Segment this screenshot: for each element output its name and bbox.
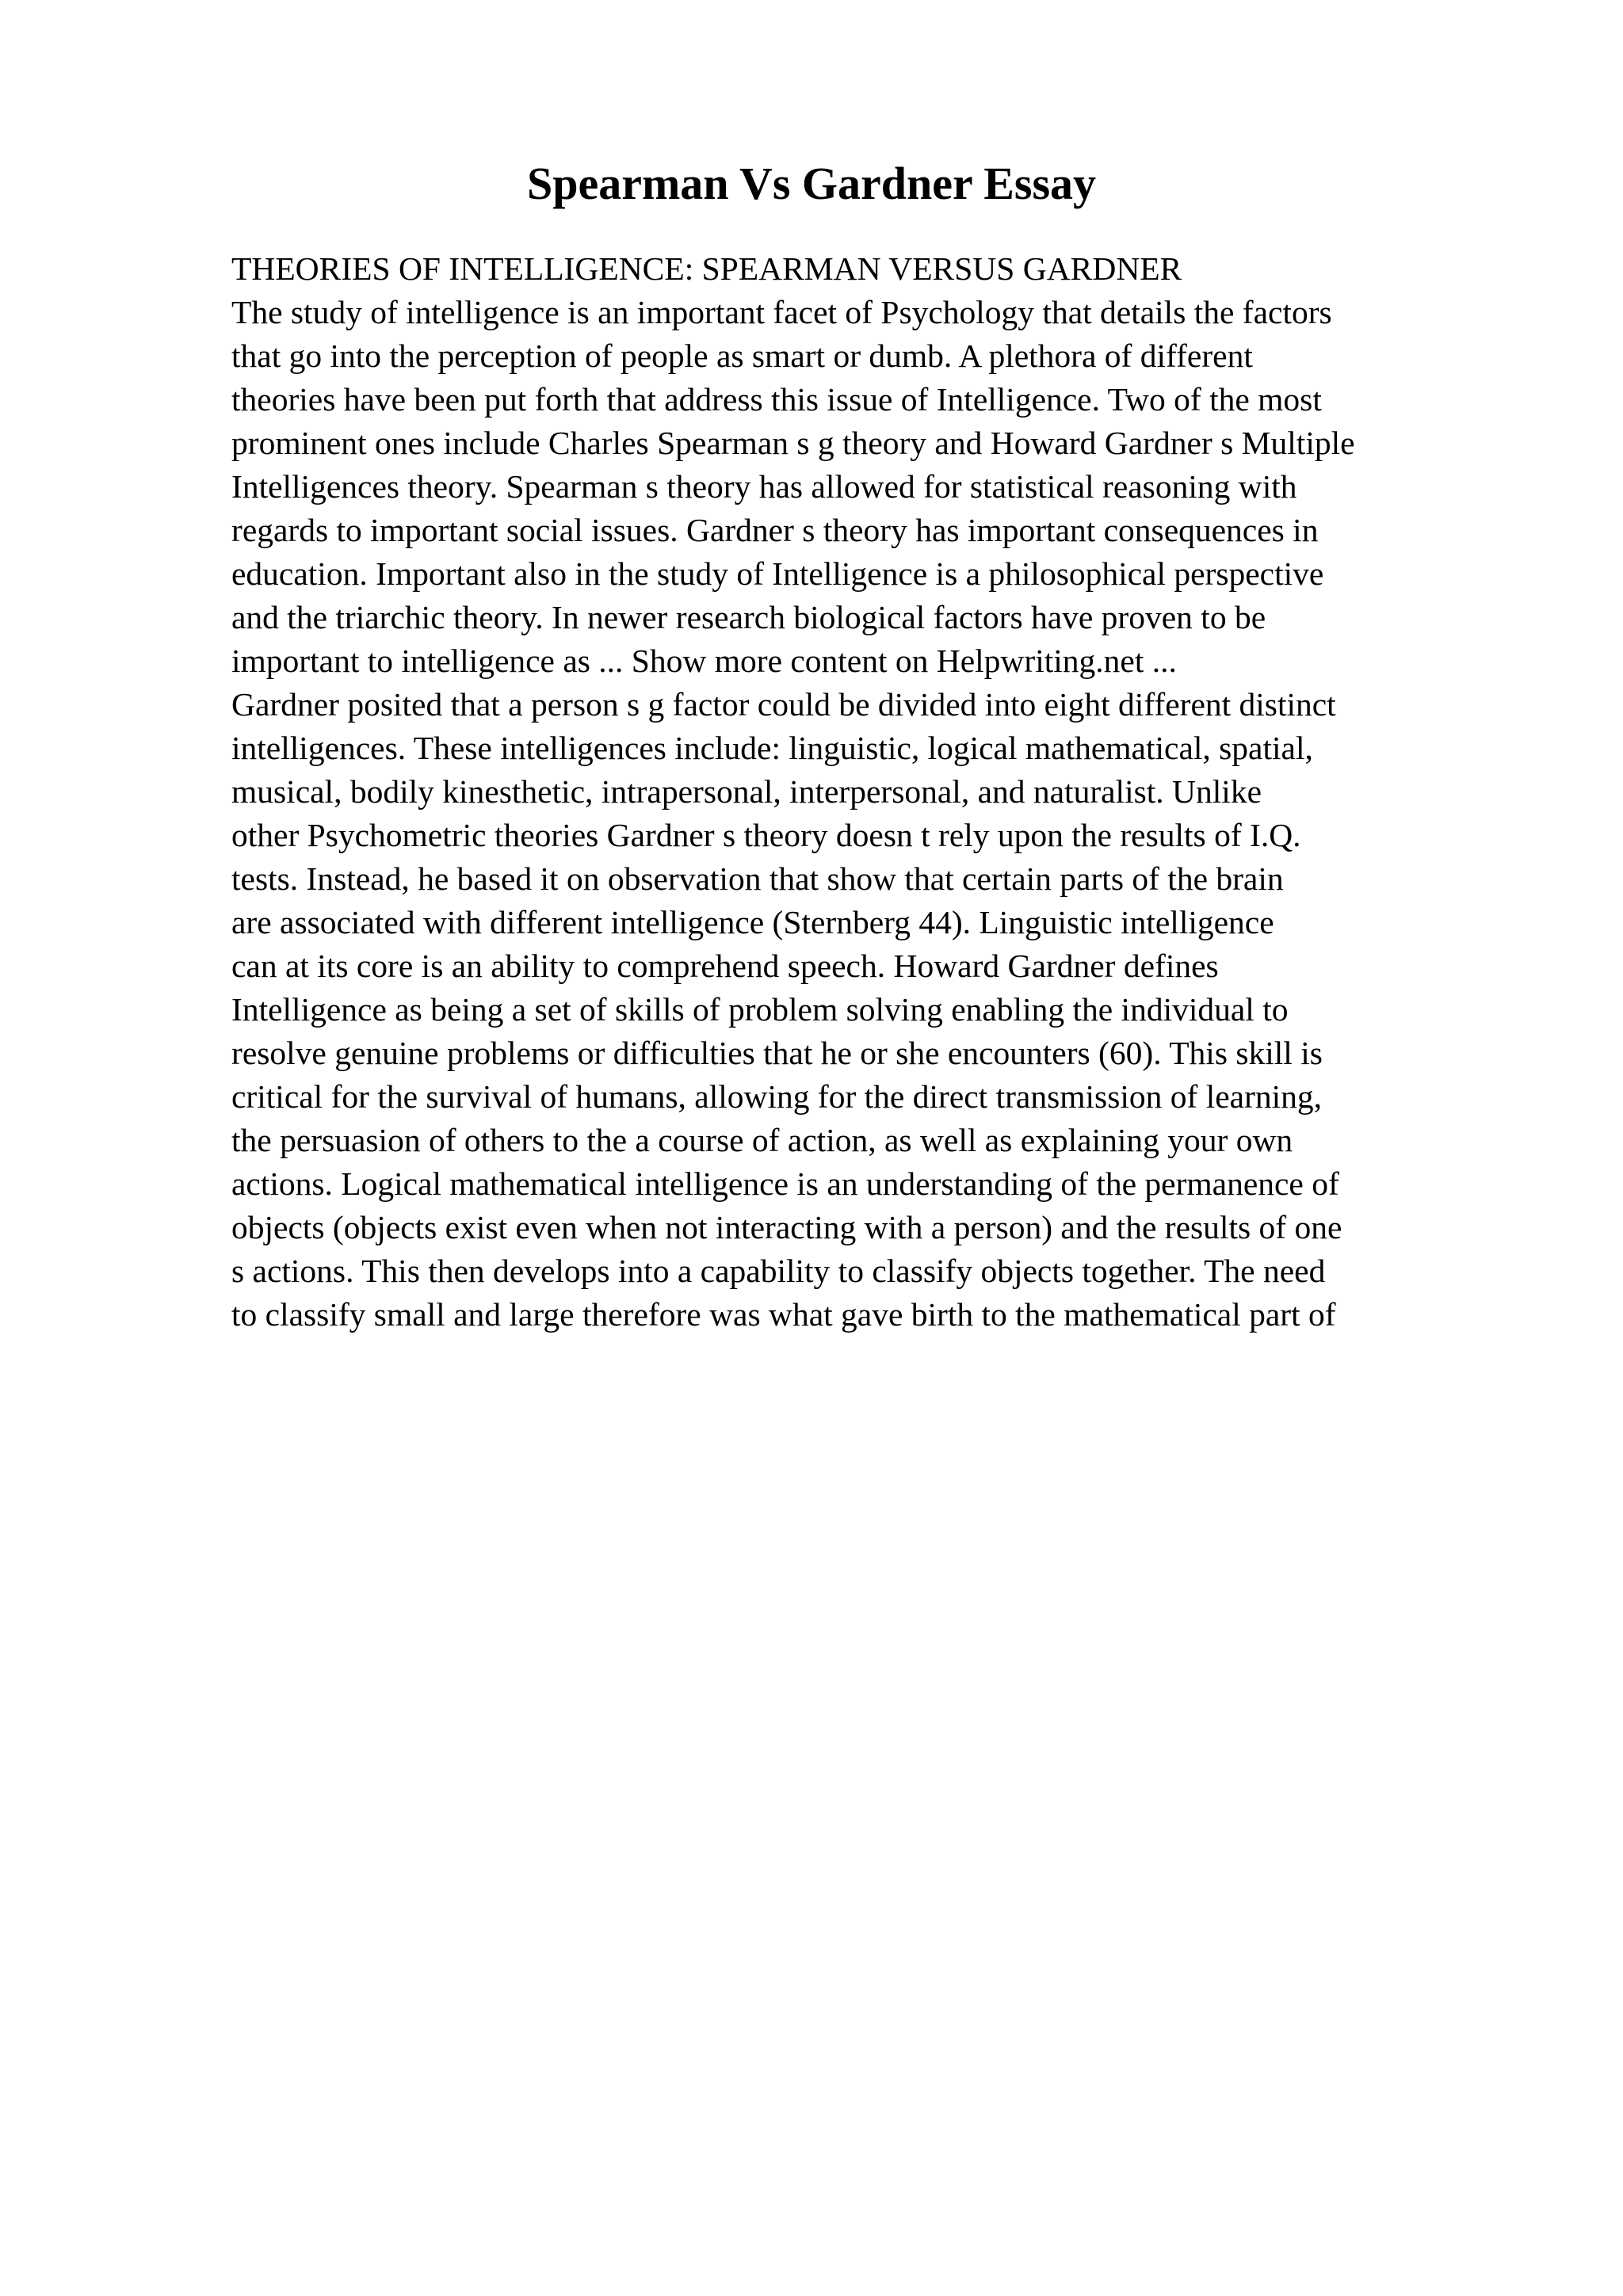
essay-line: critical for the survival of humans, allowing for the direct transmission of learning,: [231, 1078, 1323, 1115]
essay-line: other Psychometric theories Gardner s theory doesn t rely upon the results of I.Q.: [231, 817, 1301, 853]
essay-line: that go into the perception of people as smart or dumb. A plethora of different: [231, 338, 1253, 374]
essay-line: to classify small and large therefore was what gave birth to the mathematical part of: [231, 1296, 1336, 1333]
essay-line: Intelligence as being a set of skills of problem solving enabling the individual to: [231, 991, 1289, 1028]
essay-line: and the triarchic theory. In newer research biological factors have proven to be: [231, 599, 1266, 635]
essay-line: can at its core is an ability to comprehend speech. Howard Gardner defines: [231, 948, 1219, 984]
essay-line: regards to important social issues. Gardner s theory has important consequences in: [231, 512, 1319, 548]
essay-line: tests. Instead, he based it on observation that show that certain parts of the brain: [231, 860, 1284, 897]
essay-line: The study of intelligence is an important facet of Psychology that details the factors: [231, 294, 1332, 330]
essay-line: important to intelligence as ... Show more content on Helpwriting.net ...: [231, 643, 1177, 679]
essay-body: [231, 247, 1579, 1337]
essay-line: musical, bodily kinesthetic, intrapersonal, interpersonal, and naturalist. Unlike: [231, 773, 1262, 810]
essay-line: theories have been put forth that address this issue of Intelligence. Two of the most: [231, 381, 1322, 418]
essay-line: resolve genuine problems or difficulties that he or she encounters (60). This skill is: [231, 1035, 1323, 1071]
essay-line: are associated with different intelligence (Sternberg 44). Linguistic intelligence: [231, 904, 1274, 940]
essay-line: Intelligences theory. Spearman s theory has allowed for statistical reasoning with: [231, 468, 1297, 505]
essay-line: Gardner posited that a person s g factor could be divided into eight different distinct: [231, 686, 1336, 723]
essay-line: objects (objects exist even when not interacting with a person) and the results of one: [231, 1209, 1342, 1245]
essay-line: the persuasion of others to the a course of action, as well as explaining your own: [231, 1122, 1293, 1158]
essay-line: THEORIES OF INTELLIGENCE: SPEARMAN VERSUS GARDNER: [231, 250, 1182, 287]
essay-line: intelligences. These intelligences include: linguistic, logical mathematical, spatial,: [231, 730, 1313, 766]
essay-line: prominent ones include Charles Spearman s g theory and Howard Gardner s Multiple: [231, 425, 1355, 461]
document-title: Spearman Vs Gardner Essay: [526, 158, 1097, 209]
essay-line: actions. Logical mathematical intelligence is an understanding of the permanence of: [231, 1165, 1339, 1202]
essay-line: s actions. This then develops into a capability to classify objects together. The need: [231, 1253, 1326, 1289]
essay-line: education. Important also in the study of Intelligence is a philosophical perspective: [231, 555, 1324, 592]
